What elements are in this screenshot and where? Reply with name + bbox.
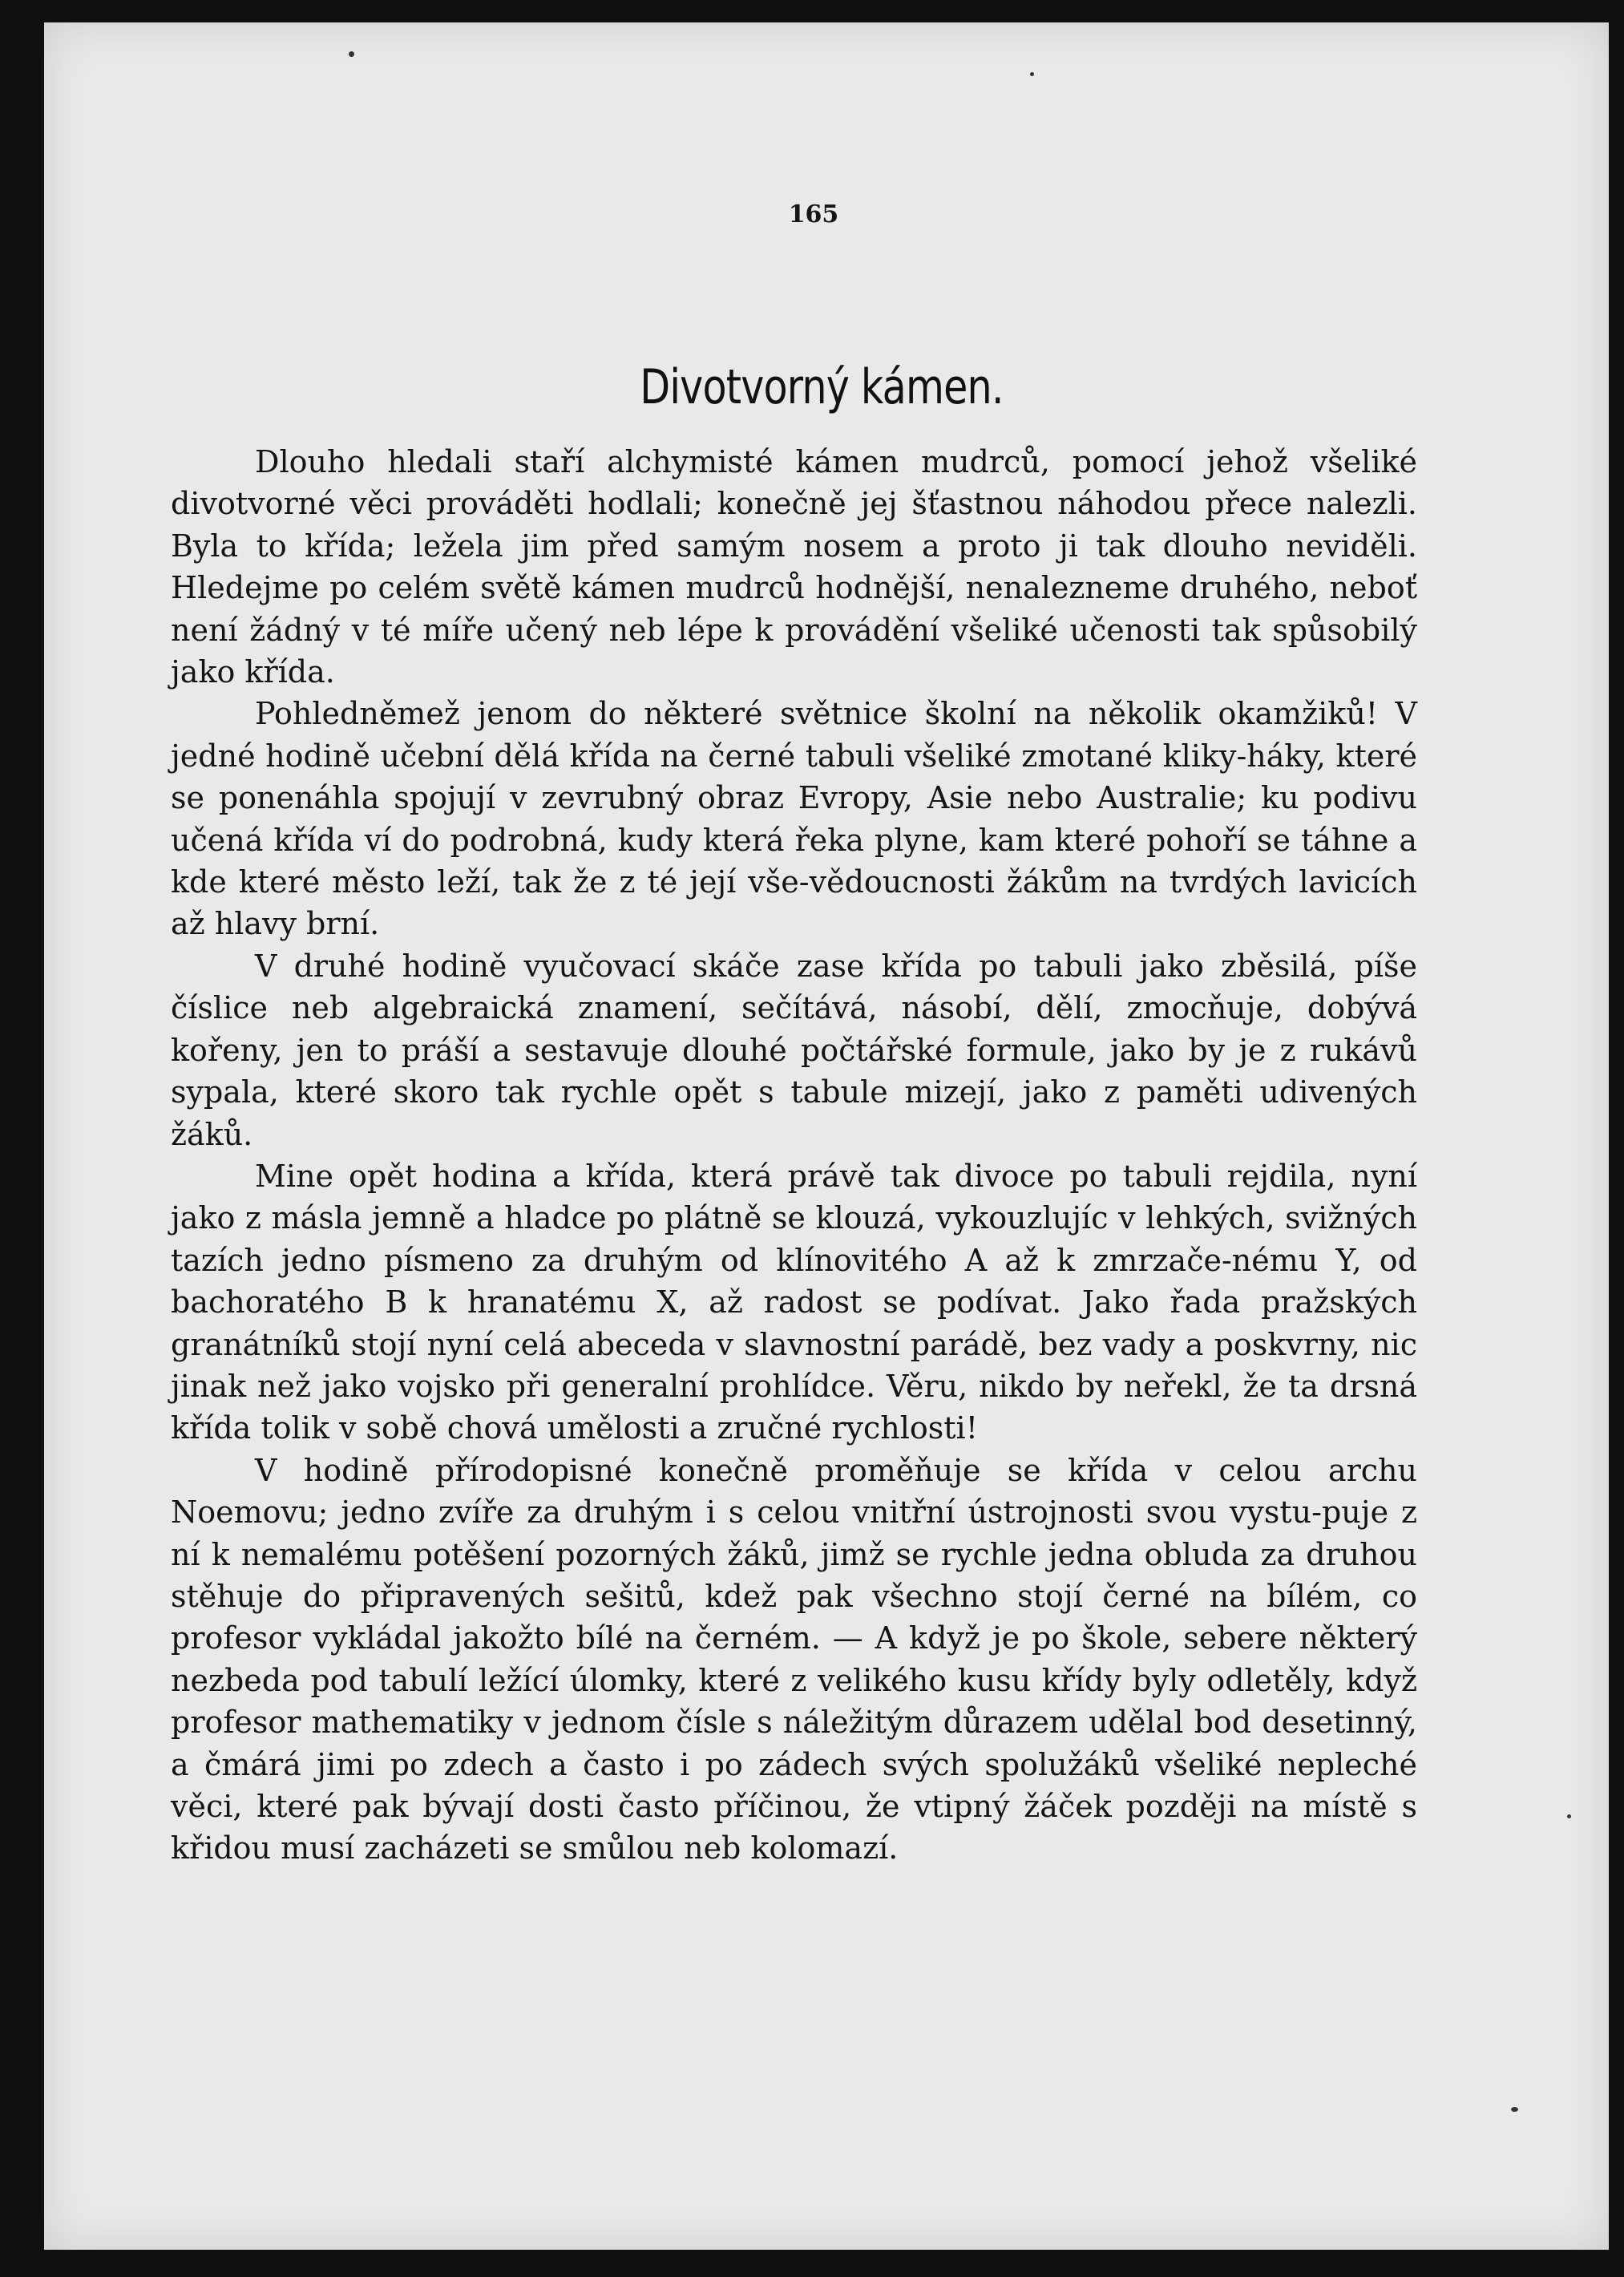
chapter-title: Divotvorný kámen.: [640, 359, 1004, 415]
paragraph: V hodině přírodopisné konečně proměňuje se křída v celou archu Noemovu; jedno zvíře za druhým i s celou vnitřní ústrojnosti svou vystu-puje z ní k nemalému potěšení pozorných žáků, jimž se rychle jedna obluda za druhou stěhuje do připravených sešitů, kdež pak všechno stojí černé na bílém, co profesor vykládal jakožto bílé na černém. — A když je po škole, sebere některý nezbeda pod tabulí ležící úlomky, které z velikého kusu křídy byly odletěly, když profesor mathematiky v jednom čísle s náležitým důrazem udělal bod desetinný, a čmárá jimi po zdech a často i po zádech svých spolužáků všeliké nepleché věci, které pak bývají dosti často příčinou, že vtipný žáček později na místě s křidou musí zacházeti se smůlou neb kolomazí.: [171, 1452, 1417, 1866]
body-text: [171, 441, 1417, 1870]
paragraph: Dlouho hledali staří alchymisté kámen mudrců, pomocí jehož všeliké divotvorné věci prováděti hodlali; konečně jej šťastnou náhodou přece nalezli. Byla to křída; ležela jim před samým nosem a proto ji tak dlouho neviděli. Hledejme po celém světě kámen mudrců hodnější, nenalezneme druhého, neboť není žádný v té míře učený neb lépe k provádění všeliké učenosti tak spůsobilý jako křída.: [171, 444, 1417, 690]
scan-speck: [1030, 72, 1034, 76]
page-number: 165: [788, 200, 839, 229]
book-page: [44, 22, 1609, 2250]
paragraph: Mine opět hodina a křída, která právě tak divoce po tabuli rejdila, nyní jako z másla jemně a hladce po plátně se klouzá, vykouzlujíc v lehkých, svižných tazích jedno písmeno za druhým od klínovitého A až k zmrzače-nému Y, od bachoratého B k hranatému X, až radost se podívat. Jako řada pražských granátníků stojí nyní celá abeceda v slavnostní parádě, bez vady a poskvrny, nic jinak než jako vojsko při generalní prohlídce. Věru, nikdo by neřekl, že ta drsná křída tolik v sobě chová umělosti a zručné rychlosti!: [171, 1158, 1417, 1446]
scan-speck: [349, 51, 354, 57]
scan-speck: [1567, 1814, 1571, 1818]
scan-speck: [1511, 2107, 1518, 2112]
paragraph: V druhé hodině vyučovací skáče zase křída po tabuli jako zběsilá, píše číslice neb algebraická znamení, sečítává, násobí, dělí, zmocňuje, dobývá kořeny, jen to práší a sestavuje dlouhé počtářské formule, jako by je z rukávů sypala, které skoro tak rychle opět s tabule mizejí, jako z paměti udivených žáků.: [171, 948, 1417, 1152]
paragraph: Pohledněmež jenom do některé světnice školní na několik okamžiků! V jedné hodině učební dělá křída na černé tabuli všeliké zmotané kliky-háky, které se ponenáhla spojují v zevrubný obraz Evropy, Asie nebo Australie; ku podivu učená křída ví do podrobná, kudy která řeka plyne, kam které pohoří se táhne a kde které město leží, tak že z té její vše-vědoucnosti žákům na tvrdých lavicích až hlavy brní.: [171, 696, 1417, 942]
